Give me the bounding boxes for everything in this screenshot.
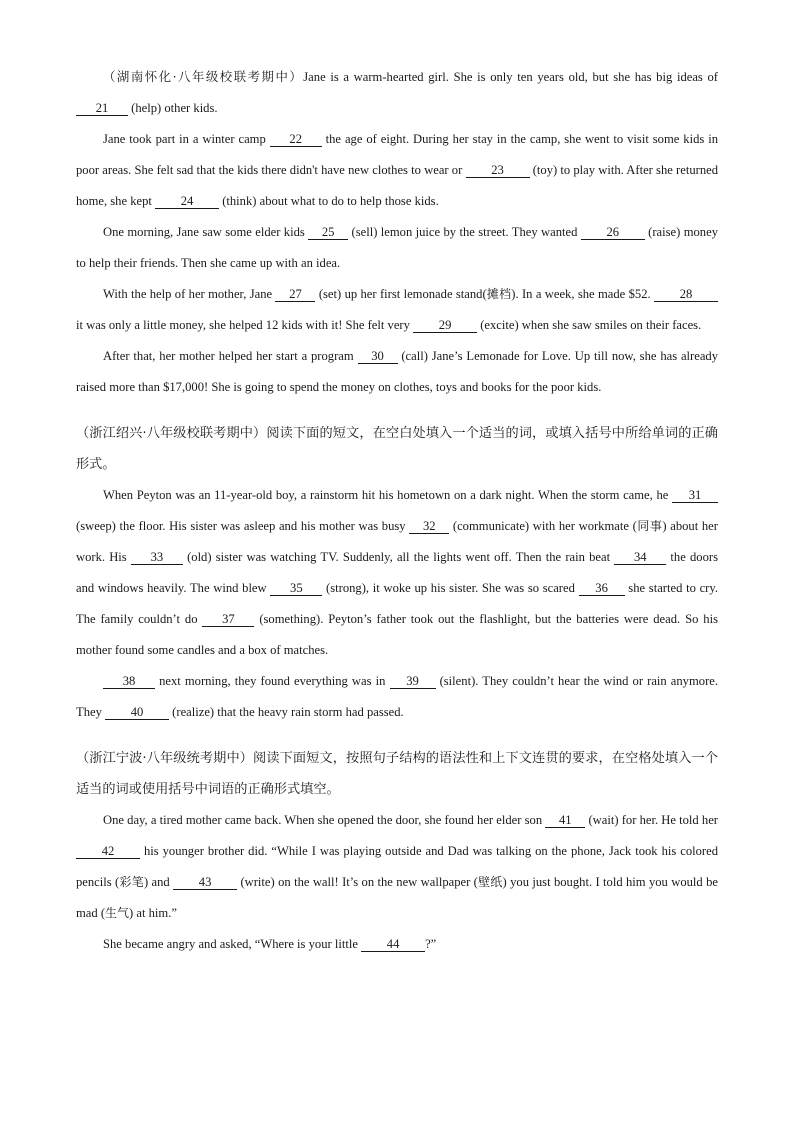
blank-25[interactable]: 25	[308, 225, 348, 240]
blank-36[interactable]: 36	[579, 581, 625, 596]
blank-29[interactable]: 29	[413, 318, 477, 333]
blank-33[interactable]: 33	[131, 550, 183, 565]
blank-42[interactable]: 42	[76, 844, 140, 859]
paragraph: She became angry and asked, “Where is your little 44 ?”	[103, 937, 437, 951]
paragraph: Jane took part in a winter camp 22 the age of eight. During her stay in the camp, she went to visit some kids in poor areas. She felt sad that the kids there didn't have new clothes to wear or 23 (toy) to play with. After she returned home, she kept 24 (think) about what to do to help those kids.	[76, 132, 719, 208]
paragraph: One day, a tired mother came back. When she opened the door, she found her elder son 41 (wait) for her. He told her 42 his younger brother did. “While I was playing outside and Dad was talking on the phone, Jack took his colored pencils (彩笔) and 43 (write) on the wall! It’s on the new wallpaper (壁纸) you just bought. I told him you would be mad (生气) at him.”	[76, 813, 718, 920]
paragraph: After that, her mother helped her start a program 30 (call) Jane’s Lemonade for Love. Up till now, she has already raised more than $17,000! She is going to spend the money on clothes, toys and books for the poor kids.	[76, 349, 718, 394]
blank-41[interactable]: 41	[545, 813, 585, 828]
blank-24[interactable]: 24	[155, 194, 219, 209]
blank-22[interactable]: 22	[270, 132, 322, 147]
instruction: （浙江绍兴·八年级校联考期中）阅读下面的短文，在空白处填入一个适当的词，或填入括号中所给单词的正确形式。	[76, 426, 718, 472]
passage-mother	[76, 743, 718, 960]
paragraph: One morning, Jane saw some elder kids 25 (sell) lemon juice by the street. They wanted 26 (raise) money to help their friends. Then she came up with an idea.	[76, 225, 718, 270]
blank-44[interactable]: 44	[361, 937, 425, 952]
blank-21[interactable]: 21	[76, 101, 128, 116]
blank-34[interactable]: 34	[614, 550, 666, 565]
paragraph: When Peyton was an 11-year-old boy, a rainstorm hit his hometown on a dark night. When the storm came, he 31 (sweep) the floor. His sister was asleep and his mother was busy 32 (communicate) with her workmate (同事) about her work. His 33 (old) sister was watching TV. Suddenly, all the lights went off. Then the rain beat 34 the doors and windows heavily. The wind blew 35 (strong), it woke up his sister. She was so scared 36 she started to cry. The family couldn’t do 37 (something). Peyton’s father took out the flashlight, but the batteries were dead. So his mother found some candles and a box of matches.	[76, 488, 718, 657]
blank-32[interactable]: 32	[409, 519, 449, 534]
blank-30[interactable]: 30	[358, 349, 398, 364]
instruction: （浙江宁波·八年级统考期中）阅读下面短文，按照句子结构的语法性和上下文连贯的要求，在空格处填入一个适当的词或使用括号中词语的正确形式填空。	[76, 751, 718, 797]
blank-38[interactable]: 38	[103, 674, 155, 689]
blank-43[interactable]: 43	[173, 875, 237, 890]
blank-27[interactable]: 27	[275, 287, 315, 302]
passage-peyton	[76, 418, 718, 728]
paragraph: （湖南怀化·八年级校联考期中）Jane is a warm-hearted girl. She is only ten years old, but she has big ideas of 21 (help) other kids.	[76, 61, 718, 124]
blank-39[interactable]: 39	[390, 674, 436, 689]
blank-37[interactable]: 37	[202, 612, 254, 627]
passage-jane	[76, 61, 718, 403]
blank-26[interactable]: 26	[581, 225, 645, 240]
blank-31[interactable]: 31	[672, 488, 718, 503]
paragraph: With the help of her mother, Jane 27 (set) up her first lemonade stand(摊档). In a week, she made $52. 28 it was only a little money, she helped 12 kids with it! She felt very 29 (excite) when she saw smiles on their faces.	[76, 279, 718, 341]
blank-23[interactable]: 23	[466, 163, 530, 178]
source-label: （湖南怀化·八年级校联考期中）	[103, 69, 304, 84]
blank-35[interactable]: 35	[270, 581, 322, 596]
paragraph: 38 next morning, they found everything was in 39 (silent). They couldn’t hear the wind or rain anymore. They 40 (realize) that the heavy rain storm had passed.	[76, 674, 718, 719]
blank-28[interactable]: 28	[654, 287, 718, 302]
blank-40[interactable]: 40	[105, 705, 169, 720]
